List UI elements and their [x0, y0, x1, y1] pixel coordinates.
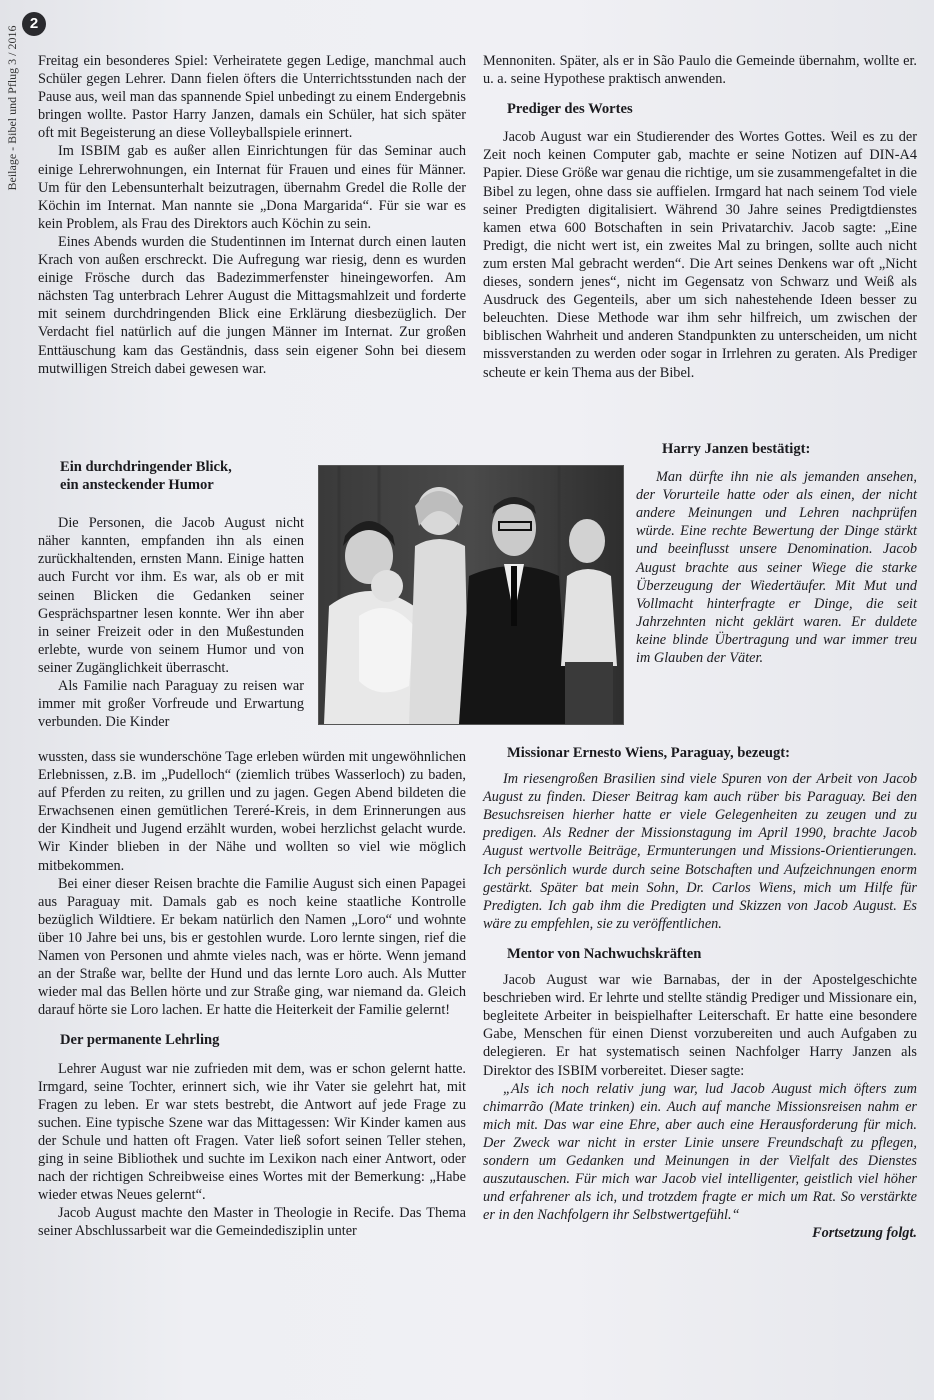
section-heading: Harry Janzen bestätigt: [662, 441, 811, 457]
section-heading: Ein durchdringender Blick, [60, 459, 232, 475]
left-column-narrow [38, 458, 304, 731]
right-column-top [483, 52, 917, 382]
paragraph: Als Familie nach Paraguay zu reisen war immer mit großer Vorfreude und Erwartung verbunden. Die Kinder [38, 678, 304, 731]
paragraph: Lehrer August war nie zufrieden mit dem, was er schon gelernt hatte. Irmgard, seine Tochter, erinnert sich, wie ihr Vater sie gelehrt hat, mit Fragen zu leben. Er war stets bestrebt, die Antwort auf jede Frage zu suchen. Eine typische Szene war das Mittagessen: Wir Kinder kamen aus der Schule und hatten oft Fragen. Vater ließ sofort seinen Teller stehen, ging in seine Bibliothek und suchte im Lexikon nach einer Antwort, oder nach der richtigen Schreibweise eines Wortes mit der Bemerkung: „Habe wieder etwas Neues gelernt“. [38, 1060, 466, 1204]
page-number: 2 [22, 12, 46, 36]
section-heading: Mentor von Nachwuchskräften [507, 945, 702, 962]
right-column-narrow [636, 440, 917, 667]
paragraph: wussten, dass sie wunderschöne Tage erleben würden mit ungewöhnlichen Erlebnissen, z.B. im „Pudelloch“ (ziemlich trübes Wasserloch) zu baden, auf Pferden zu reiten, zu grillen und zu jagen. Gegen Abend bildeten die Erwachsenen einen gemütlichen Tereré-Kreis, in dem Erinnerungen aus der Kindheit und Jugend erzählt wurden, wobei herzlichst gelacht wurde. Wir Kinder blieben in der Nähe und wollten so viel wie möglich mitbekommen. [38, 749, 466, 874]
paragraph: Im ISBIM gab es außer allen Einrichtungen für das Seminar auch einige Lehrerwohnungen, ein Internat für Frauen und eines für Männer. Um für den Lebensunterhalt beizutragen, übernahm Gredel die Rolle der Köchin im Internat. Man nannte sie „Dona Margarida“. Für sie war es kein Problem, als Frau des Direktors auch Köchin zu sein. [38, 143, 466, 232]
paragraph: Jacob August war ein Studierender des Wortes Gottes. Weil es zu der Zeit noch keinen Computer gab, machte er seine Notizen auf DIN-A4 Papier. Diese Größe war genau die richtige, um sie zusammengefaltet in die Bibel zu legen, ohne dass sie auffielen. Irmgard hat nach seinem Tod viele seiner Predigten digitalisiert. Während 30 Jahre seines Predigtdienstes kamen etwa 600 Botschaften in sein Privatarchiv. Jacob sagte: „Eine Predigt, die nicht wert ist, ein zweites Mal zu bringen, sollte auch nicht zum ersten Mal gebracht werden“. Die Art seines Denkens war oft „Nicht dieses, sondern jenes“, nicht im Gegensatz von Schwarz und Weiß als Ausdruck des Gegenteils, aber um sich nahestehende Ideen besser zu beleuchten. Diese Methode war ihm sehr hilfreich, um zwischen der biblischen Wahrheit und anderen Standpunkten zu unterscheiden, um nicht missverstanden zu werden oder sogar in Irrlehren zu geraten. Als Prediger scheute er kein Thema aus der Bibel. [483, 129, 917, 381]
section-heading: ein ansteckender Humor [60, 477, 214, 494]
quote-paragraph: „Als ich noch relativ jung war, lud Jacob August mich öfters zum chimarrão (Mate trinken) ein. Auch auf manche Missionsreisen nahm er mich mit. Das war eine Ehre, aber auch eine Herausforderung für mich. Der Zweck war nicht in erster Linie unsere Freundschaft zu pflegen, sondern um Gedanken und Meinungen in der Vielfalt des Dienstes auszutauschen. Für mich war Jacob viel intelligenter, geistlich viel höher und erfahrener als ich, und trotzdem fragte er mich um Rat. So verstärkte er in den Nachfolgern ihr Selbstwertgefühl.“ [483, 1080, 917, 1224]
paragraph: Eines Abends wurden die Studentinnen im Internat durch einen lauten Krach von außen erschreckt. Die Aufregung war riesig, denn es wurden einige Frösche durch das Badezimmerfenster hineingeworfen. Am nächsten Tag unterbrach Lehrer August die Mittagsmahlzeit und forderte mit seinem durchdringenden Blick eine Erklärung diesbezüglich. Der Verdacht fiel natürlich auf die jungen Männer im Internat. Zur großen Enttäuschung kam das Geständnis, dass sein eigener Sohn bei diesem mutwilligen Streich dabei gewesen war. [38, 233, 466, 377]
paragraph: Jacob August war wie Barnabas, der in der Apostelgeschichte beschrieben wird. Er lehrte und stellte ständig Prediger und Missionare ein, begleitete Arbeiter in beispielhafter Leiterschaft. Er hatte eine besondere Gabe, Menschen für einen Dienst vorzubereiten und auch Aufgaben zu delegieren. Er hat systematisch seinen Nachfolger Harry Janzen als Direktor des ISBIM vorbereitet. Dieser sagte: [483, 972, 917, 1079]
section-heading: Missionar Ernesto Wiens, Paraguay, bezeugt: [507, 745, 790, 761]
section-heading: Der permanente Lehrling [60, 1032, 220, 1049]
paragraph: Freitag ein besonderes Spiel: Verheiratete gegen Ledige, manchmal auch Schüler gegen Lehrer. Dann fielen öfters die Unterrichtsstunden nach der Pause aus, weil man das spannende Spiel unbedingt zu einem Endergebnis bringen wollte. Pastor Harry Janzen, damals ein Schüler, hat sich später oft mit Begeisterung an diese Volleyballspiele erinnert. [38, 53, 466, 142]
family-photo-image [319, 466, 623, 724]
left-column-top [38, 52, 466, 378]
right-column-bottom [483, 744, 917, 1242]
paragraph: Jacob August machte den Master in Theologie in Recife. Das Thema seiner Abschlussarbeit war die Gemeindedisziplin unter [38, 1205, 466, 1240]
side-label: Beilage - Bibel und Pflug 3 / 2016 [5, 25, 19, 191]
paragraph: Mennoniten. Später, als er in São Paulo die Gemeinde übernahm, wollte er. u. a. seine Hypothese praktisch anwenden. [483, 53, 917, 88]
family-photo [318, 465, 624, 725]
left-column-bottom [38, 748, 466, 1240]
paragraph: Die Personen, die Jacob August nicht näher kannten, empfanden ihn als einen zurückhaltenden, ernsten Mann. Einige hatten auch Furcht vor ihm. Es war, als ob er mit seinen Blicken die Gedanken seiner Gesprächspartner lesen konnte. Wer ihn aber in seiner Freizeit oder in den Mußestunden erlebte, wurde von seinem Humor und von seiner Zugänglichkeit überrascht. [38, 515, 304, 676]
quote-paragraph: Im riesengroßen Brasilien sind viele Spuren von der Arbeit von Jacob August zu finden. Dieser Beitrag kam auch rüber bis Paraguay. Bei den Besuchsreisen hierher hatte er viele Gelegenheiten zu zeugen und zu predigen. Als Redner der Missionstagung im April 1990, brachte Jacob August wertvolle Beiträge, Ermunterungen und Missions-Orientierungen. Ich persönlich wurde durch seine Botschaften und Aufzeichnungen enorm gestärkt. Später bat mein Sohn, Dr. Carlos Wiens, mich um Hilfe für Predigten. Ich gab ihm die Predigten und Skizzen von Jacob August. Es wäre zu empfehlen, sie zu veröffentlichen. [483, 771, 917, 932]
section-heading: Prediger des Wortes [507, 101, 633, 118]
continuation-note: Fortsetzung folgt. [812, 1225, 917, 1242]
quote-paragraph: Man dürfte ihn nie als jemanden ansehen, der Vorurteile hatte oder als einen, der nicht andere Meinungen und Lehren nachprüfen würde. Eine rechte Bewertung der Dinge stärkt und beeinflusst unsere Denomination. Jacob August brachte aus seiner Wiege die starke Überzeugung der Wiedertäufer. Mit Mut und Vollmacht hinterfragte er Dinge, die seit Jahrzehnten nicht geklärt waren. Er duldete keine blinde Übertragung und war immer treu im Glauben der Väter. [636, 469, 917, 667]
paragraph: Bei einer dieser Reisen brachte die Familie August sich einen Papagei aus Paraguay mit. Damals gab es noch keine staatliche Kontrolle bezüglich Wildtiere. Er bekam natürlich den Namen „Loro“ und wohnte über 10 Jahre bei uns, bis er gestohlen wurde. Loro lernte singen, rief die Namen von Personen und ahmte vieles nach, was er hörte. Wenn jemand an der Straße war, bellte der Hund und das lernte Loro auch. Als Mutter wieder mal das Bellen hörte und zur Straße ging, war niemand da. Gleich darauf hörte sie Loro lachen. Er hatte die Heiterkeit der Familie gelernt! [38, 875, 466, 1019]
